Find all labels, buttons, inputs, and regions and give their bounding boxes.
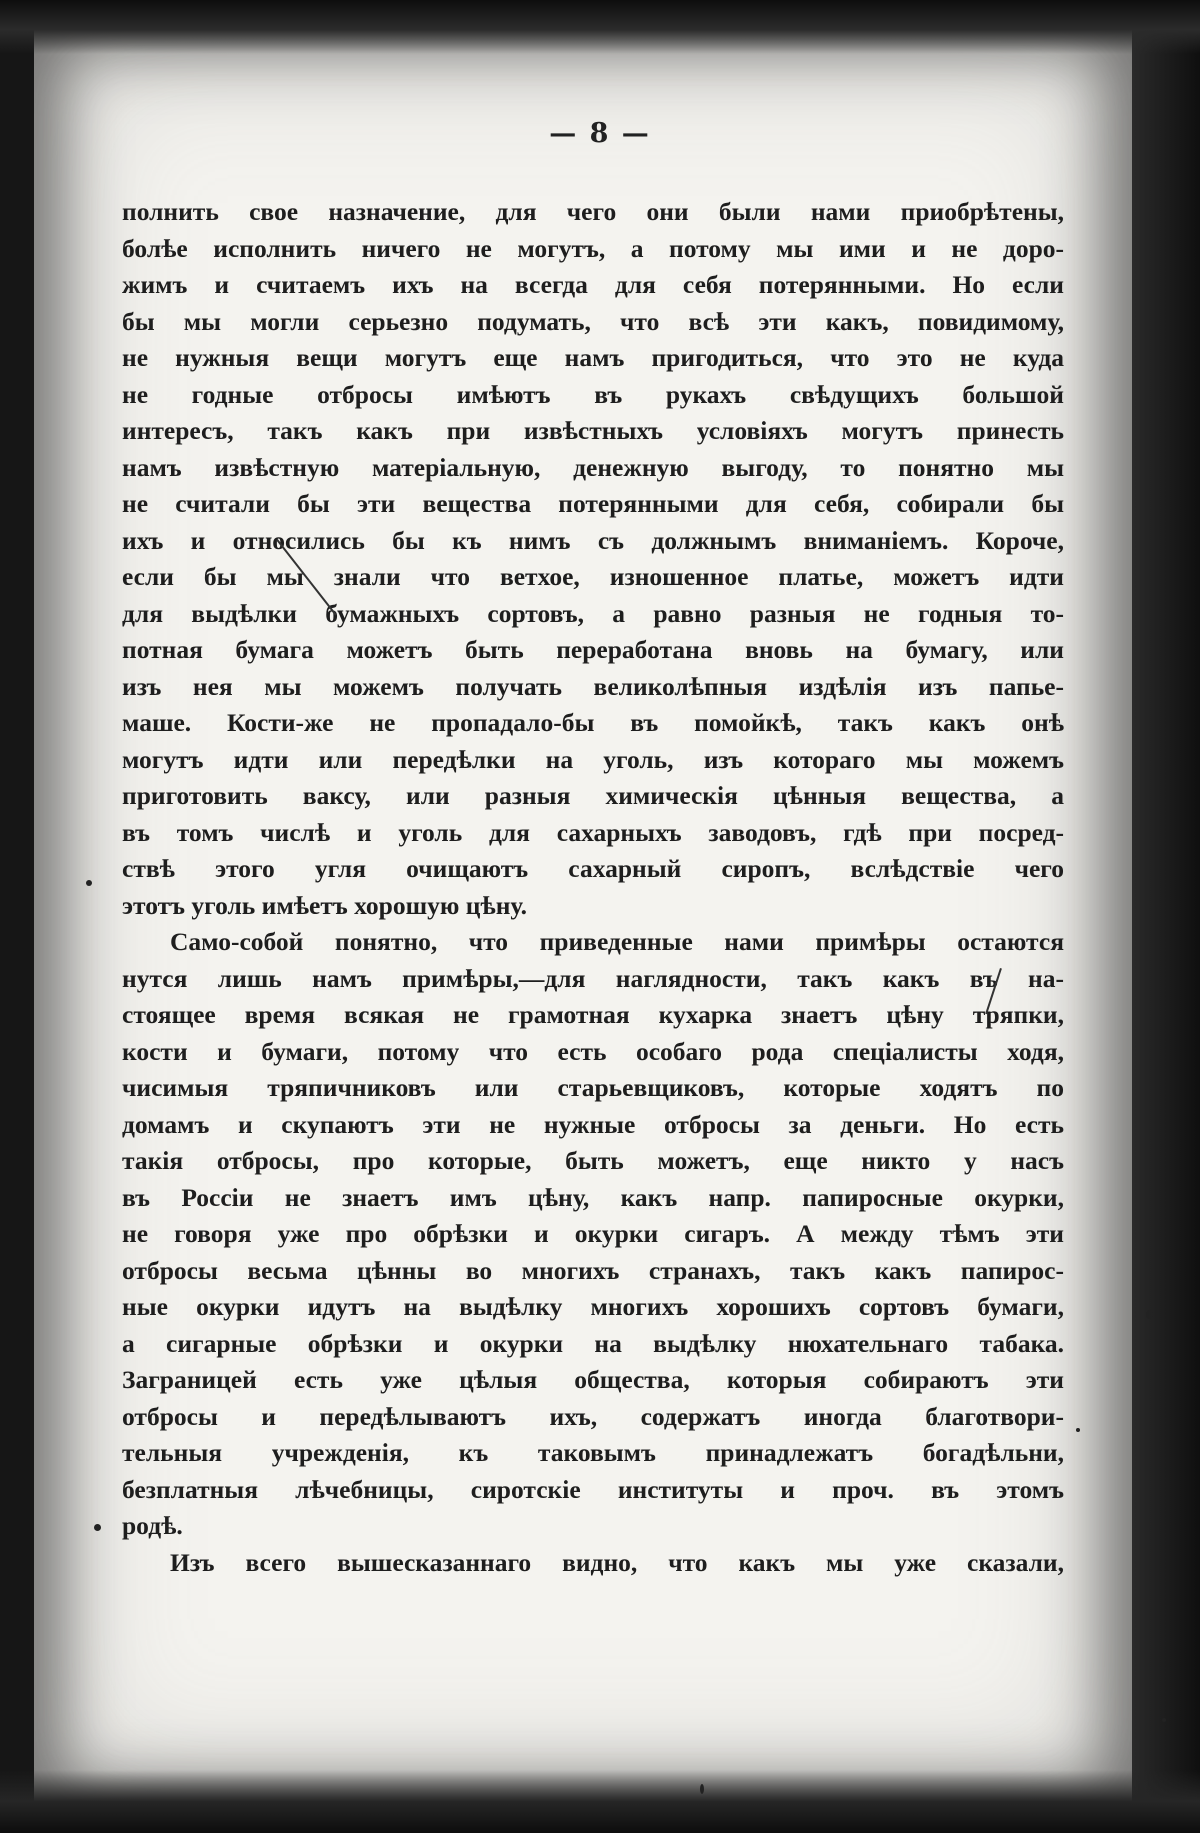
text-line: родѣ. <box>122 1511 183 1540</box>
speck-mark <box>700 1784 704 1794</box>
text-line: отбросы весьма цѣнны во многихъ странахъ, такъ какъ папирос- <box>122 1255 1064 1285</box>
text-line: ихъ и относились бы къ нимъ съ должнымъ вниманіемъ. Короче, <box>122 525 1064 555</box>
text-line: въ томъ числѣ и уголь для сахарныхъ заводовъ, гдѣ при посред- <box>122 817 1064 847</box>
text-line: намъ извѣстную матеріальную, денежную выгоду, то понятно мы <box>122 452 1064 482</box>
scan-bottom-edge <box>0 1770 1200 1833</box>
text-line: для выдѣлки бумажныхъ сортовъ, а равно разныя не годныя то- <box>122 598 1064 628</box>
text-line: бы мы могли серьезно подумать, что всѣ эти какъ, повидимому, <box>122 306 1064 336</box>
text-line: приготовить ваксу, или разныя химическія цѣнныя вещества, а <box>122 781 1064 810</box>
scan-right-edge <box>1132 0 1200 1833</box>
text-line: кости и бумаги, потому что есть особаго рода спеціалисты ходя, <box>122 1036 1064 1066</box>
text-line: интересъ, такъ какъ при извѣстныхъ условіяхъ могутъ принесть <box>122 416 1064 445</box>
text-line: не считали бы эти вещества потерянными для себя, собирали бы <box>122 489 1064 518</box>
text-line: не нужныя вещи могутъ еще намъ пригодиться, что это не куда <box>122 343 1064 372</box>
text-line: изъ нея мы можемъ получать великолѣпныя издѣлія изъ папье- <box>122 671 1064 701</box>
speck-mark <box>94 1524 101 1531</box>
text-line: Изъ всего вышесказаннаго видно, что какъ мы уже сказали, <box>170 1547 1064 1577</box>
text-line: болѣе исполнить ничего не могутъ, а потому мы ими и не доро- <box>122 233 1064 263</box>
text-line: ствѣ этого угля очищаютъ сахарный сиропъ, вслѣдствіе чего <box>122 854 1064 883</box>
text-line: чисимыя тряпичниковъ или старьевщиковъ, которые ходятъ по <box>122 1073 1064 1102</box>
text-line: могутъ идти или передѣлки на уголь, изъ котораго мы можемъ <box>122 744 1064 774</box>
text-line: не говоря уже про обрѣзки и окурки сигаръ. А между тѣмъ эти <box>122 1219 1064 1248</box>
text-line: такія отбросы, про которые, быть можетъ, еще никто у насъ <box>122 1146 1064 1175</box>
text-line: а сигарные обрѣзки и окурки на выдѣлку нюхательнаго табака. <box>122 1328 1064 1358</box>
text-line: нутся лишь намъ примѣры,—для наглядности, такъ какъ въ на- <box>122 963 1064 993</box>
text-line: потная бумага можетъ быть переработана вновь на бумагу, или <box>122 635 1064 664</box>
text-line: полнить свое назначение, для чего они были нами приобрѣтены, <box>122 197 1064 226</box>
speck-mark <box>1150 1680 1154 1684</box>
text-line: жимъ и считаемъ ихъ на всегда для себя потерянными. Но если <box>122 270 1064 299</box>
speck-mark <box>1162 1718 1166 1722</box>
text-line: не годные отбросы имѣютъ въ рукахъ свѣдущихъ большой <box>122 379 1064 409</box>
text-line: тельныя учрежденія, къ таковымъ принадлежатъ богадѣльни, <box>122 1438 1064 1467</box>
text-line: ные окурки идутъ на выдѣлку многихъ хорошихъ сортовъ бумаги, <box>122 1292 1064 1321</box>
text-line: если бы мы знали что ветхое, изношенное платье, можетъ идти <box>122 562 1064 591</box>
speck-mark <box>1146 1310 1153 1319</box>
speck-mark <box>1076 1428 1080 1432</box>
text-line: отбросы и передѣлываютъ ихъ, содержатъ иногда благотвори- <box>122 1401 1064 1431</box>
text-line: въ Россіи не знаетъ имъ цѣну, какъ напр. папиросные окурки, <box>122 1182 1064 1212</box>
text-line: этотъ уголь имѣетъ хорошую цѣну. <box>122 890 527 920</box>
text-line: домамъ и скупаютъ эти не нужные отбросы за деньги. Но есть <box>122 1109 1064 1139</box>
speck-mark <box>86 880 92 886</box>
body-text <box>122 194 1064 1581</box>
page-number: — 8 — <box>549 118 651 149</box>
text-line: стоящее время всякая не грамотная кухарка знаетъ цѣну тряпки, <box>122 1000 1064 1029</box>
text-line: Заграницей есть уже цѣлыя общества, которыя собираютъ эти <box>122 1365 1064 1394</box>
text-line: маше. Кости-же не пропадало-бы въ помойкѣ, такъ какъ онѣ <box>122 708 1064 737</box>
text-line: безплатныя лѣчебницы, сиротскіе институты и проч. въ этомъ <box>122 1474 1064 1504</box>
scan-top-edge <box>0 0 1200 54</box>
text-line: Само-собой понятно, что приведенные нами примѣры остаются <box>170 927 1064 956</box>
